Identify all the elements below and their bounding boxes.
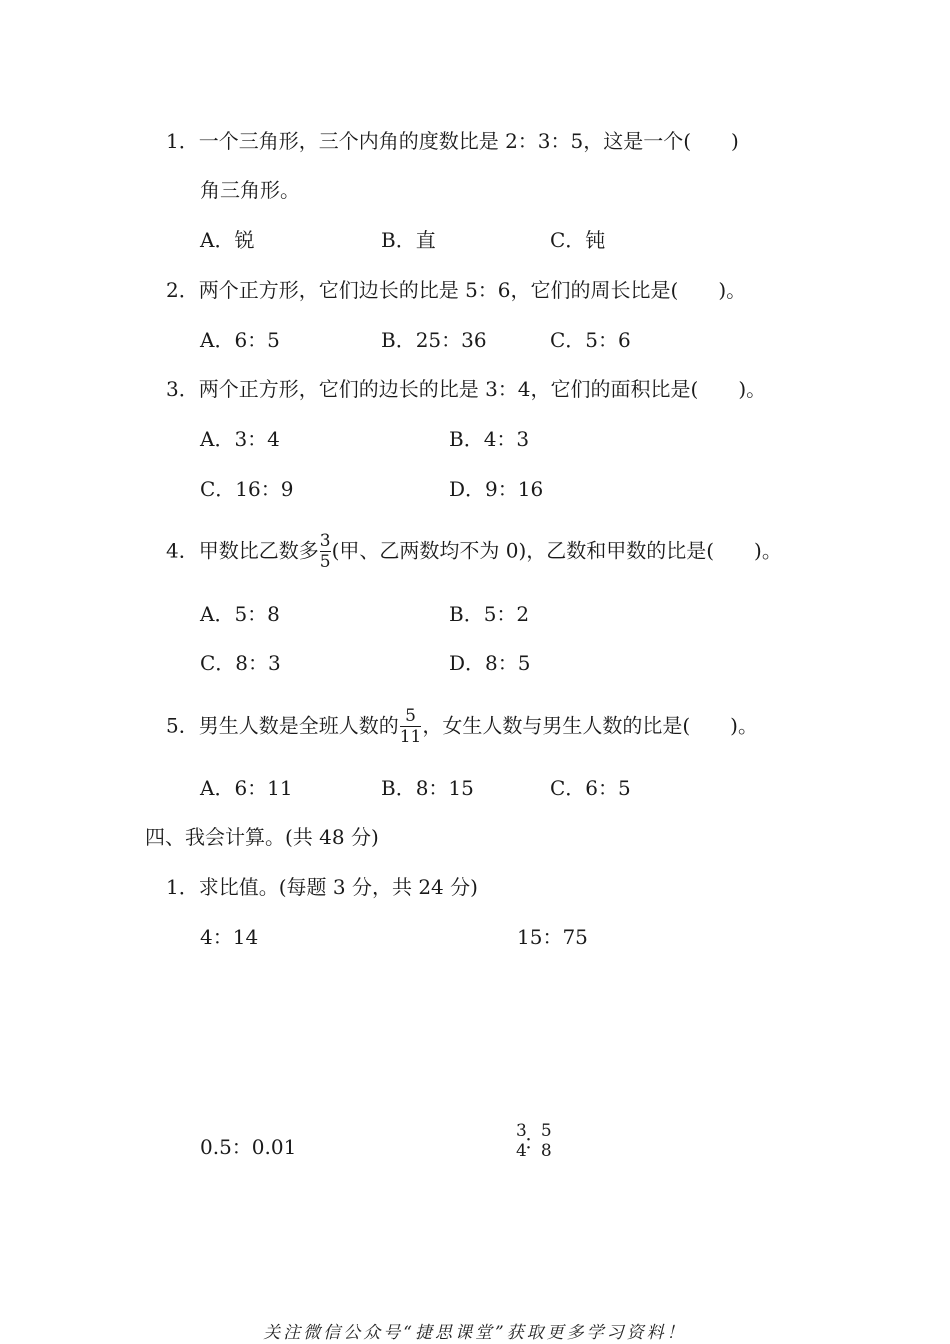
q5-line1 bbox=[166, 707, 758, 747]
calc-item-2: 15：75 bbox=[517, 925, 588, 949]
q3-option-d: D．9：16 bbox=[449, 477, 544, 501]
q2-option-c: C．5：6 bbox=[550, 328, 631, 352]
q1-line1: 1．一个三角形，三个内角的度数比是 2：3：5，这是一个( ) bbox=[166, 129, 739, 153]
q4-prefix: 4．甲数比乙数多 bbox=[166, 538, 319, 563]
q4-option-c: C．8：3 bbox=[200, 651, 281, 675]
calc-item-4 bbox=[515, 1122, 553, 1161]
q4-option-d: D．8：5 bbox=[449, 651, 531, 675]
q5-fraction-denominator: 11 bbox=[399, 727, 422, 747]
q1-option-b: B．直 bbox=[381, 228, 436, 252]
q1-option-a: A．锐 bbox=[200, 228, 255, 252]
q5-fraction bbox=[400, 707, 422, 747]
q4-suffix: (甲、乙两数均不为 0)，乙数和甲数的比是( )。 bbox=[331, 538, 782, 563]
calc-item-4-numerator-b: 5 bbox=[540, 1121, 552, 1141]
q5-prefix: 5．男生人数是全班人数的 bbox=[166, 713, 399, 738]
q5-fraction-numerator: 5 bbox=[405, 706, 416, 726]
section4-title: 四、我会计算。(共 48 分) bbox=[145, 825, 379, 849]
calc-item-3: 0.5：0.01 bbox=[200, 1135, 297, 1159]
q5-option-c: C．6：5 bbox=[550, 776, 631, 800]
q3-line1: 3．两个正方形，它们的边长的比是 3：4，它们的面积比是( )。 bbox=[166, 377, 767, 401]
calc-item-4-numerator-a: 3 bbox=[516, 1121, 527, 1141]
calc-item-4-fraction-b bbox=[541, 1122, 552, 1161]
q1-line2: 角三角形。 bbox=[200, 178, 300, 202]
calc-item-4-denominator-b: 8 bbox=[540, 1141, 552, 1161]
q5-suffix: ，女生人数与男生人数的比是( )。 bbox=[422, 713, 758, 738]
q4-option-b: B．5：2 bbox=[449, 602, 530, 626]
q2-option-a: A．6：5 bbox=[200, 328, 280, 352]
q4-line1 bbox=[166, 532, 782, 572]
q2-option-b: B．25：36 bbox=[381, 328, 487, 352]
calc-item-4-separator: ： bbox=[523, 1129, 544, 1154]
section4-sub1: 1．求比值。(每题 3 分，共 24 分) bbox=[166, 875, 478, 899]
q3-option-b: B．4：3 bbox=[449, 427, 530, 451]
q5-option-b: B．8：15 bbox=[381, 776, 474, 800]
q1-option-c: C．钝 bbox=[550, 228, 606, 252]
footer-watermark: 关注微信公众号“捷思课堂”获取更多学习资料！ bbox=[263, 1323, 687, 1343]
q4-fraction-numerator: 3 bbox=[319, 531, 331, 551]
q4-fraction-denominator: 5 bbox=[319, 552, 331, 572]
q3-option-a: A．3：4 bbox=[200, 427, 280, 451]
q2-line1: 2．两个正方形，它们边长的比是 5：6，它们的周长比是( )。 bbox=[166, 278, 747, 302]
q4-option-a: A．5：8 bbox=[200, 602, 280, 626]
q5-option-a: A．6：11 bbox=[200, 776, 293, 800]
calc-item-1: 4：14 bbox=[200, 925, 259, 949]
q4-fraction bbox=[320, 532, 331, 572]
q3-option-c: C．16：9 bbox=[200, 477, 294, 501]
calc-item-4-denominator-a: 4 bbox=[516, 1141, 527, 1161]
